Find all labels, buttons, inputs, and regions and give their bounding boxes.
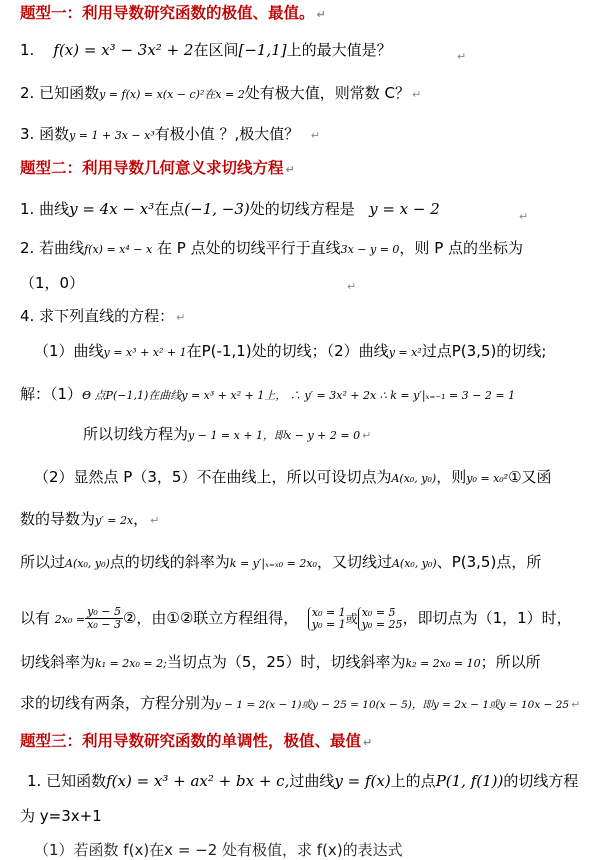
paragraph-mark: ↵ [457,50,467,63]
s2-solution-1: 解：（1）Θ 点P(−1,1)在曲线y = x³ + x² + 1上， ∴ y′ = 3x² + 2x ∴ k = y′|ₓ₌₋₁ = 3 − 2 = 1 [20,385,516,403]
paragraph-mark: ↵ [519,210,529,223]
s2-question-2-answer: （1，0） [20,274,85,292]
s2-solution-2-derivative: 数的导数为y′ = 2x， ↵ [20,510,160,528]
s2-solution-2-system: 以有 2x₀ = $\frac{\text{y₀ − 5}}{\text{x₀ − 3}}$ ②，由①②联立方程组得， x₀ = 1 y₀ = 1 或 x₀ = 5 y₀ = 25 ，即切点为（1，1）时， [20,605,572,631]
s2-solution-2-slopes: 切线斜率为k₁ = 2x₀ = 2;当切点为（5，25）时，切线斜率为k₂ = 2x₀ = 10；所以所 [20,653,541,671]
paragraph-mark: ↵ [347,280,357,293]
s1-question-1: 1. f(x) = x³ − 3x² + 2在区间[−1,1]上的最大值是？ [20,41,392,59]
s3-question-1-part1: （1）若函数 f(x)在x = −2 处有极值，求 f(x)的表达式 [34,841,403,859]
s2-question-4-parts: （1）曲线y = x³ + x² + 1在P(-1,1)处的切线；（2）曲线y = x²过点P(3,5)的切线; [34,342,547,360]
fraction: $\frac{\text{y₀ − 5}}{\text{x₀ − 3}}$ [87,605,121,631]
section1-title: 题型一：利用导数研究函数的极值、最值。 ↵ [20,4,326,22]
section3-title: 题型三：利用导数研究函数的单调性，极值、最值 ↵ [20,732,373,750]
s2-solution-2: （2）显然点 P（3，5）不在曲线上，所以可设切点为A(x₀, y₀)，则y₀ = x₀²①又函 [34,468,552,486]
s1-question-2: 2. 已知函数y = f(x) = x(x − c)²在x = 2处有极大值，则常数 C？ ↵ [20,84,422,102]
s2-question-2: 2. 若曲线f(x) = x⁴ − x 在 P 点处的切线平行于直线3x − y = 0，则 P 点的坐标为 [20,239,524,257]
s1-question-3: 3. 函数y = 1 + 3x − x³有极小值 ？,极大值？ ↵ [20,125,321,143]
s2-question-1: 1. 曲线y = 4x − x³在点(−1, −3)处的切线方程是 y = x − 2 [20,200,440,218]
s3-question-1-tangent: 为 y=3x+1 [20,807,102,825]
s2-solution-2-final: 求的切线有两条，方程分别为y − 1 = 2(x − 1)或y − 25 = 10(x − 5)，即y = 2x − 1或y = 10x − 25 ↵ [20,694,581,712]
equation-system-1: x₀ = 1 y₀ = 1 [308,607,346,631]
s2-solution-2-slope: 所以过A(x₀, y₀)点的切线的斜率为k = y′|ₓ₌ₓ₀ = 2x₀，又切线过A(x₀, y₀)、P(3,5)点，所 [20,553,542,571]
s2-solution-1-result: 所以切线方程为y − 1 = x + 1，即x − y + 2 = 0 ↵ [83,425,372,443]
s2-question-4: 4. 求下列直线的方程： ↵ [20,307,186,325]
equation-system-2: x₀ = 5 y₀ = 25 [358,607,403,631]
section2-title: 题型二：利用导数几何意义求切线方程 ↵ [20,159,295,177]
s3-question-1: 1. 已知函数f(x) = x³ + ax² + bx + c,过曲线y = f(x)上的点P(1, f(1))的切线方程 [27,772,579,790]
